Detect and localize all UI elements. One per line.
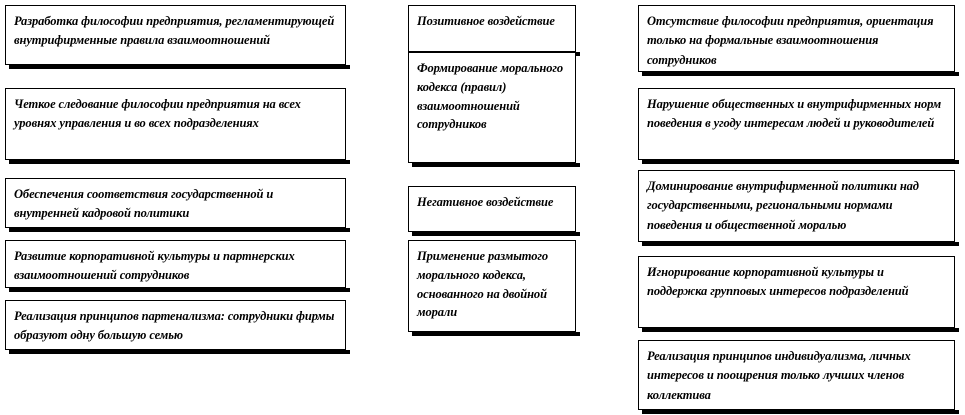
box-shadow — [642, 242, 959, 246]
right-box-2: Нарушение общественных и внутрифирменных норм поведения в угоду интересам людей и руководителей — [638, 88, 955, 160]
left-box-5: Реализация принципов партенализма: сотрудники фирмы образуют одну большую семью — [5, 300, 346, 350]
right-box-1: Отсутствие философии предприятия, ориентация только на формальные взаимоотношения сотрудников — [638, 5, 955, 72]
right-box-4: Игнорирование корпоративной культуры и поддержка групповых интересов подразделений — [638, 256, 955, 328]
center-box-moral-code-formation: Формирование морального кодекса (правил) взаимоотношений сотрудников — [408, 52, 576, 163]
box-shadow — [9, 350, 350, 354]
left-box-2: Четкое следование философии предприятия на всех уровнях управления и во всех подразделениях — [5, 88, 346, 160]
center-box-negative-impact: Негативное воздействие — [408, 186, 576, 232]
left-box-3: Обеспечения соответствия государственной и внутренней кадровой политики — [5, 178, 346, 228]
box-shadow — [9, 65, 350, 69]
box-shadow — [412, 332, 580, 336]
box-shadow — [642, 160, 959, 164]
center-box-blurred-moral-code: Применение размытого морального кодекса, основанного на двойной морали — [408, 240, 576, 332]
left-box-1: Разработка философии предприятия, регламентирующей внутрифирменные правила взаимоотношений — [5, 5, 346, 65]
left-box-4: Развитие корпоративной культуры и партнерских взаимоотношений сотрудников — [5, 240, 346, 288]
right-box-3: Доминирование внутрифирменной политики над государственными, региональными нормами поведения и общественной моралью — [638, 170, 955, 242]
box-shadow — [642, 410, 959, 414]
box-shadow — [412, 163, 580, 167]
box-shadow — [9, 288, 350, 292]
box-shadow — [9, 160, 350, 164]
right-box-5: Реализация принципов индивидуализма, личных интересов и поощрения только лучших членов коллектива — [638, 340, 955, 410]
box-shadow — [642, 72, 959, 76]
box-shadow — [412, 232, 580, 236]
box-shadow — [642, 328, 959, 332]
box-shadow — [9, 228, 350, 232]
center-box-positive-impact: Позитивное воздействие — [408, 5, 576, 52]
